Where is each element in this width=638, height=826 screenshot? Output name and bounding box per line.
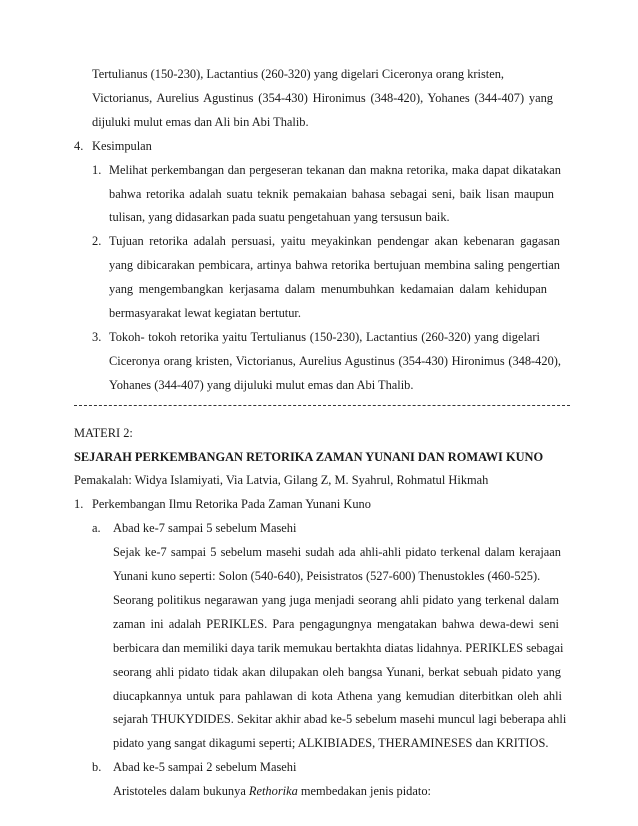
intro-line: Tertulianus (150-230), Lactantius (260-320) yang digelari Ciceronya orang kristen, <box>92 67 505 81</box>
list-item-line: Yohanes (344-407) yang dijuluki mulut emas dan Abi Thalib. <box>109 377 414 392</box>
sub-heading: Abad ke-5 sampai 2 sebelum Masehi <box>113 760 297 775</box>
paragraph-line: berbicara dan memiliki daya tarik memukau bertakhta diatas lidahnya. PERIKLES sebagai <box>113 640 564 655</box>
intro-line: Victorianus, Aurelius Agustinus (354-430) Hironimus (348-420), Yohanes (344-407) yang <box>92 90 553 105</box>
paragraph-line: Seorang politikus negarawan yang juga menjadi seorang ahli pidato yang terkenal dalam <box>113 592 559 607</box>
text-run: Aristoteles dalam bukunya <box>113 784 249 799</box>
paragraph-line <box>113 783 431 799</box>
section-number: 4. <box>74 138 84 153</box>
list-item-number: 3. <box>92 329 102 344</box>
book-title: Rethorika <box>248 784 298 799</box>
sub-heading: Abad ke-7 sampai 5 sebelum Masehi <box>113 521 297 536</box>
paragraph-line: zaman ini adalah PERIKLES. Para pengagungnya mengatakan bahwa dewa-dewi seni <box>113 616 559 631</box>
list-item-line: Tokoh- tokoh retorika yaitu Tertulianus (150-230), Lactantius (260-320) yang digelari <box>109 329 540 344</box>
paragraph-line: seorang ahli pidato tidak akan dilupakan oleh bangsa Yunani, berkat sebuah pidato yang <box>113 664 561 679</box>
paragraph-line: Sejak ke-7 sampai 5 sebelum masehi sudah ada ahli-ahli pidato terkenal dalam kerajaan <box>113 545 561 560</box>
section-number: 1. <box>74 497 84 512</box>
list-item-line: yang mengembangkan kerjasama dalam menumbuhkan kedamaian dalam kehidupan <box>109 282 547 297</box>
materi-label: MATERI 2: <box>74 425 133 440</box>
list-item-line: yang dibicarakan pembicara, artinya bahwa retorika bertujuan membina saling pengertian <box>109 258 560 273</box>
paragraph-line: diucapkannya untuk para pahlawan di kota Athena yang kemudian diterbitkan oleh ahli <box>113 688 562 703</box>
intro-line: dijuluki mulut emas dan Ali bin Abi Thalib. <box>92 114 309 129</box>
paragraph-line: sejarah THUKYDIDES. Sekitar akhir abad ke-5 sebelum masehi muncul lagi beberapa ahli <box>113 712 567 727</box>
list-item-line: bahwa retorika adalah suatu teknik pemakaian bahasa sebagai seni, baik lisan maupun <box>109 186 554 201</box>
section-divider <box>74 405 570 406</box>
list-item-number: 1. <box>92 162 102 177</box>
section-heading: Perkembangan Ilmu Retorika Pada Zaman Yunani Kuno <box>92 497 371 512</box>
list-item-number: 2. <box>92 234 102 249</box>
text-run: membedakan jenis pidato: <box>297 784 431 799</box>
section-heading: Kesimpulan <box>92 138 152 153</box>
materi-title: SEJARAH PERKEMBANGAN RETORIKA ZAMAN YUNANI DAN ROMAWI KUNO <box>74 449 544 464</box>
list-item-line: Melihat perkembangan dan pergeseran tekanan dan makna retorika, maka dapat dikatakan <box>109 162 561 177</box>
paragraph-line: Yunani kuno seperti: Solon (540-640), Peisistratos (527-600) Thenustokles (460-525). <box>113 569 541 583</box>
sub-letter: b. <box>92 760 102 775</box>
list-item-line: Tujuan retorika adalah persuasi, yaitu meyakinkan pendengar akan kebenaran gagasan <box>109 234 560 249</box>
paragraph-line: pidato yang sangat dikagumi seperti; ALKIBIADES, THERAMINESES dan KRITIOS. <box>113 736 549 751</box>
presenters: Pemakalah: Widya Islamiyati, Via Latvia, Gilang Z, M. Syahrul, Rohmatul Hikmah <box>74 473 489 488</box>
list-item-line: tulisan, yang didasarkan pada suatu pengetahuan yang tersusun baik. <box>109 210 450 225</box>
sub-letter: a. <box>92 521 101 536</box>
list-item-line: bermasyarakat lewat kegiatan bertutur. <box>109 306 301 320</box>
list-item-line: Ciceronya orang kristen, Victorianus, Aurelius Agustinus (354-430) Hironimus (348-420), <box>109 353 561 368</box>
